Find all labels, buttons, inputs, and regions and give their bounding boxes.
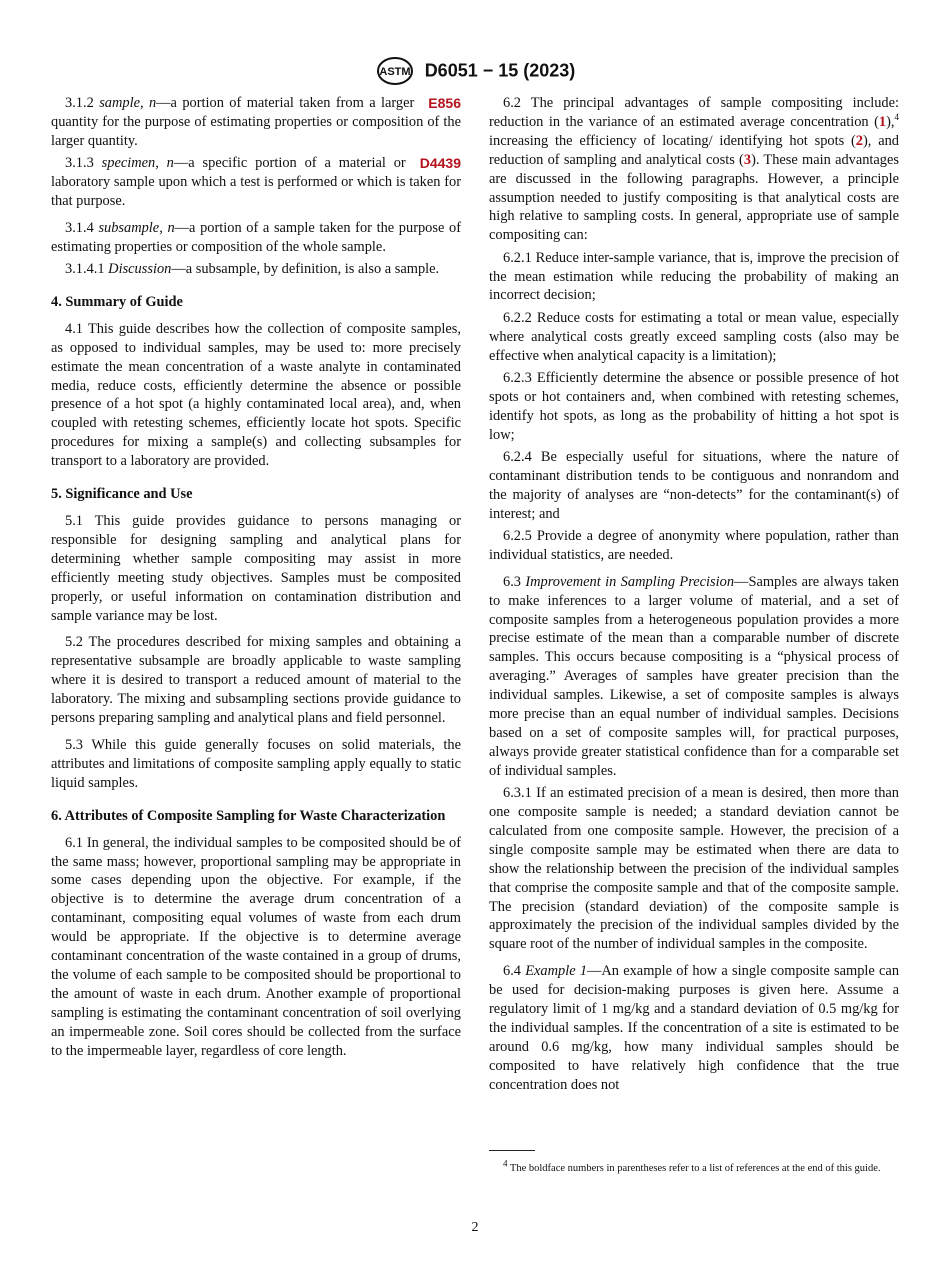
citation-link[interactable]: 1 [878,113,887,130]
text: 6.2 The principal advantages of sample compositing include: reduction in the variance of an estimated average concentration ( [489,95,899,130]
paragraph [51,736,461,793]
text: 3.1.4 [65,219,99,236]
section-heading [51,485,461,504]
citation-link[interactable]: 3 [743,151,752,168]
text: —a subsample, by definition, is also a sample. [171,261,440,278]
paragraph [489,784,899,954]
paragraph [51,219,461,257]
text: —a portion of material taken from a larger quantity for the purpose of estimating properties or composition of the larger quantity. [51,95,461,149]
paragraph [51,154,461,211]
text: 5. Significance and Use [51,486,193,503]
text: ), and reduction of sampling and analytical costs ( [489,132,899,168]
paragraph [51,260,461,279]
text: —a specific portion of a material or laboratory sample upon which a test is performed or which is taken for that purpose. [51,155,461,209]
footnote-reference[interactable]: 4 [894,112,899,123]
text: 5.3 While this guide generally focuses on solid materials, the attributes and limitations of composite sampling apply equally to static liquid samples. [51,736,461,791]
term: specimen, n [101,155,174,172]
term: Example 1 [525,963,588,980]
standard-reference-link[interactable]: D4439 [419,155,461,172]
section-heading [51,807,461,826]
footnote-divider [489,1150,535,1151]
text: 3.1.4.1 [65,261,109,278]
text: 6. Attributes of Composite Sampling for Waste Characterization [51,807,446,824]
text: 6.2.4 Be especially useful for situations, where the nature of contaminant distribution tends to be contiguous and nonrandom and the majority of analyses are “non-detects” for the contaminant(s) of interest; and [489,448,899,522]
paragraph [489,94,899,245]
text: —a portion of a sample taken for the purpose of estimating properties or composition of the whole sample. [51,219,461,255]
svg-text:ASTM: ASTM [379,66,411,78]
text: 6.4 [503,963,526,980]
term: Discussion [108,261,172,278]
footnote-text: The boldface numbers in parentheses refer to a list of references at the end of this guide. [507,1163,881,1174]
right-column [489,94,899,1098]
text: increasing the efficiency of locating/ identifying hot spots ( [489,132,856,149]
paragraph [489,527,899,565]
standard-reference-link[interactable]: E856 [428,95,461,111]
text: —Samples are always taken to make inferences to a larger volume of material, and a set of composite samples from a heterogeneous population provides a more precise estimate of the mean than a comparable number of discrete samples. This occurs because compositing is a “physical process of averaging.” Averages of samples have greater precision than the individual samples. Likewise, a set of composite samples is always more precise than an equal number of individual samples. Decisions based on a set of composite samples will, for practical purposes, always provide greater statistical confidence than for a comparable set of individual samples. [489,573,900,779]
text: ). These main advantages are discussed in the following paragraphs. However, a principle assumption needed to justify compositing is that analytical costs are high relative to sampling costs. In general, appropriate use of sample compositing can: [489,151,899,244]
text: ), [886,113,895,130]
text: 5.1 This guide provides guidance to persons managing or responsible for designing sampling and analytical plans for determining whether sample compositing may assist in more efficiently meeting study objectives. Samples must be composited properly, or useful information on contamination distribution and sample variance may be lost. [51,513,461,624]
term: sample, n [99,95,157,111]
standard-designation: D6051 − 15 (2023) [424,60,576,81]
text: 5.2 The procedures described for mixing samples and obtaining a representative subsample are broadly applicable to waste sampling where it is desired to transport a reduced amount of material to the laboratory. The mixing and subsampling sections provide guidance to persons preparing sampling and analytical plans and field personnel. [51,634,461,727]
section-heading [51,293,461,312]
text: 6.3 [503,573,526,590]
text: 6.2.1 Reduce inter-sample variance, that is, improve the precision of the mean estimation while reducing the probability of making an incorrect decision; [489,249,899,304]
term: subsample, n [98,219,175,236]
paragraph [51,320,461,471]
left-column [51,94,461,1064]
paragraph [51,834,461,1061]
footnote-mark: 4 [503,1158,508,1169]
text: 4.1 This guide describes how the collection of composite samples, as opposed to individual samples, may be used to: more precisely estimate the mean concentration of a waste analyte in contaminated media, reduce costs, efficiently determine the absence or possible presence of a hot spot (a highly contaminated local area), and, when coupled with retesting schemes, efficiently locate hot spots. Specific procedures for mixing a sample(s) and collecting subsamples for transport to a laboratory are provided. [51,320,461,470]
citation-link[interactable]: 2 [855,132,863,149]
text: 3.1.2 [65,95,100,111]
astm-logo-icon [375,56,415,86]
text: 6.3.1 If an estimated precision of a mean is desired, then more than one composite sample is needed; a standard deviation cannot be calculated from one composite sample. However, the precision of a single composite sample may be estimated when there are data to show the relationship between the precision of the individual samples that comprise the composite sample and that of the composite sample. The precision (standard deviation) of the composite sample is approximately the precision of the individual samples divided by the square root of the number of individual samples in the composite. [489,785,899,953]
paragraph [489,309,899,366]
paragraph [489,573,899,781]
text: 6.2.3 Efficiently determine the absence or possible presence of hot spots or hot containers and, when combined with retesting schemes, identify hot spots, as long as the probability of hitting a hot spot is low; [489,369,899,443]
footnote [489,1158,899,1176]
paragraph [489,249,899,306]
paragraph [489,448,899,524]
paragraph [489,369,899,445]
page-number: 2 [471,1220,479,1235]
paragraph [51,633,461,728]
text: 6.2.5 Provide a degree of anonymity where population, rather than individual statistics, are needed. [489,527,899,563]
text: 6.1 In general, the individual samples to be composited should be of the same mass; however, proportional sampling may be appropriate in some cases depending upon the objective. For example, if the objective is to determine the average drum concentration of a contaminant, compositing equal volumes of waste from each drum would be appropriate. If the objective is to determine average contaminant concentration of the waste contained in a group of drums, the volume of each sample to be composited should be proportional to the amount of waste in each drum. Another example of proportional sampling is estimating the contaminant concentration of soil overlying an impermeable zone. Soil cores should be collected from the surface to the impermeable layer, regardless of core length. [51,834,461,1059]
page-header [0,56,950,86]
paragraph [489,962,899,1094]
text: 3.1.3 [65,155,102,172]
paragraph [51,512,461,625]
term: Improvement in Sampling Precision [525,573,735,590]
paragraph [51,94,461,151]
text: 6.2.2 Reduce costs for estimating a total or mean value, especially where analytical costs greatly exceed sampling costs (also may be effective when analytical capacity is a limitation); [489,309,899,364]
text: 4. Summary of Guide [51,293,183,310]
text: —An example of how a single composite sample can be used for decision-making purposes is given here. Assume a regulatory limit of 1 mg/kg and a standard deviation of 0.5 mg/kg for the individual samples. If the concentration of a site is estimated to be around 0.6 mg/kg, how many individual samples should be composited to have relatively high confidence that the true concentration does not [489,963,900,1093]
